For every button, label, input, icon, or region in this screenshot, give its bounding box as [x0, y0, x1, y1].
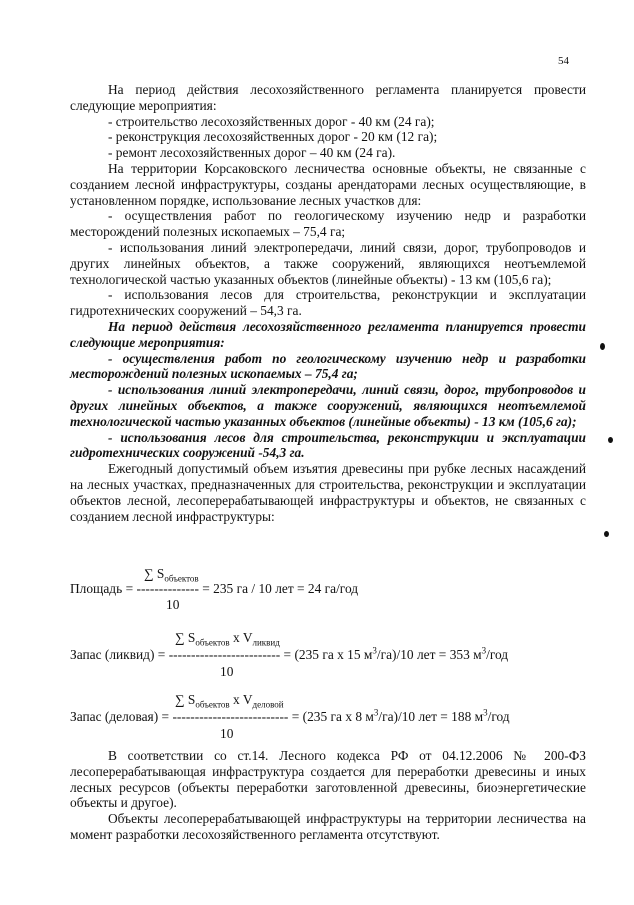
closing-text	[70, 748, 586, 843]
block1-intro: На период действия лесохозяйственного регламента планируется провести следующие мероприятия:	[70, 82, 586, 113]
block3-intro: На период действия лесохозяйственного регламента планируется провести следующие мероприятия:	[70, 318, 586, 350]
block4-paragraph: Ежегодный допустимый объем изъятия древесины при рубке лесных насаждений на лесных участках, предназначенных для строительства, реконструкции и эксплуатации объектов лесной, лесоперерабатывающей инфраструктуры и объектов, не связанных с созданием лесной инфраструктуры:	[70, 461, 586, 524]
block2-intro: На территории Корсаковского лесничества основные объекты, не связанные с созданием лесной инфраструктуры, созданы арендаторами лесных осуществляющие, в установленном порядке, использование лесных участков для:	[70, 160, 586, 208]
formula-line: Запас (деловая) = -------------------------- = (235 га x 8 $м^3/га)/10$ лет = 188 $м^3$/год	[70, 707, 510, 724]
block2-item: - осуществления работ по геологическому изучению недр и разработки месторождений полезных ископаемых – 75,4 га;	[70, 208, 586, 240]
formula-denominator: 10	[220, 726, 234, 741]
scan-mark	[600, 343, 605, 350]
block3-item: - использования линий электропередачи, линий связи, дорог, трубопроводов и других линейных объектов, а также сооружений, являющихся неотъемлемой технологической частью указанных объектов (линейные объекты) - 13 км (105,6 га);	[70, 382, 586, 429]
block1-item: - реконструкция лесохозяйственных дорог - 20 км (12 га);	[108, 129, 438, 145]
block1-item: - строительство лесохозяйственных дорог - 40 км (24 га);	[108, 113, 435, 129]
formula-volume-liquid	[70, 630, 590, 680]
formula-denominator: 10	[166, 597, 180, 612]
scan-mark	[608, 437, 613, 443]
block2-item: - использования линий электропередачи, линий связи, дорог, трубопроводов и других линейных объектов, а также сооружений, являющихся неотъемлемой технологической частью указанных объектов (линейные объекты) - 13 км (105,6 га);	[70, 239, 586, 287]
scan-mark	[604, 531, 609, 537]
formula-numerator: ∑ $S_{объектов}$ x $V_{деловой}$	[175, 692, 284, 710]
block5-paragraph: В соответствии со ст.14. Лесного кодекса РФ от 04.12.2006 № 200-ФЗ лесоперерабатывающая инфраструктура создается для переработки древесины и иных лесных ресурсов (объекты переработки заготовленной древесины, биоэнергетические объекты и другое).	[70, 748, 586, 811]
formula-numerator: ∑ $S_{объектов}$ x $V_{ликвид}$	[175, 630, 280, 648]
formula-line: Запас (ликвид) = ------------------------- = (235 га x 15 $м^3/га)/10$ лет = 353 $м^3$/год	[70, 645, 509, 662]
block6-paragraph: Объекты лесоперерабатывающей инфраструктуры на территории лесничества на момент разработки лесохозяйственного регламента отсутствуют.	[70, 811, 586, 842]
block3-item: - использования лесов для строительства, реконструкции и эксплуатации гидротехнических сооружений -54,3 га.	[70, 429, 586, 461]
block2-item: - использования лесов для строительства, реконструкции и эксплуатации гидротехнических сооружений – 54,3 га.	[70, 287, 586, 319]
formula-line: Площадь = -------------- = 235 га / 10 лет = 24 га/год	[70, 581, 359, 596]
formula-volume-business	[70, 692, 590, 742]
formula-numerator: ∑ $S_{объектов}$	[144, 566, 199, 584]
block3-item: - осуществления работ по геологическому изучению недр и разработки месторождений полезных ископаемых – 75,4 га;	[70, 350, 586, 382]
block1-item: - ремонт лесохозяйственных дорог – 40 км (24 га).	[108, 145, 396, 161]
page-number: 54	[558, 55, 569, 67]
formula-denominator: 10	[220, 664, 234, 679]
main-text	[70, 82, 586, 524]
formula-area	[70, 566, 590, 616]
